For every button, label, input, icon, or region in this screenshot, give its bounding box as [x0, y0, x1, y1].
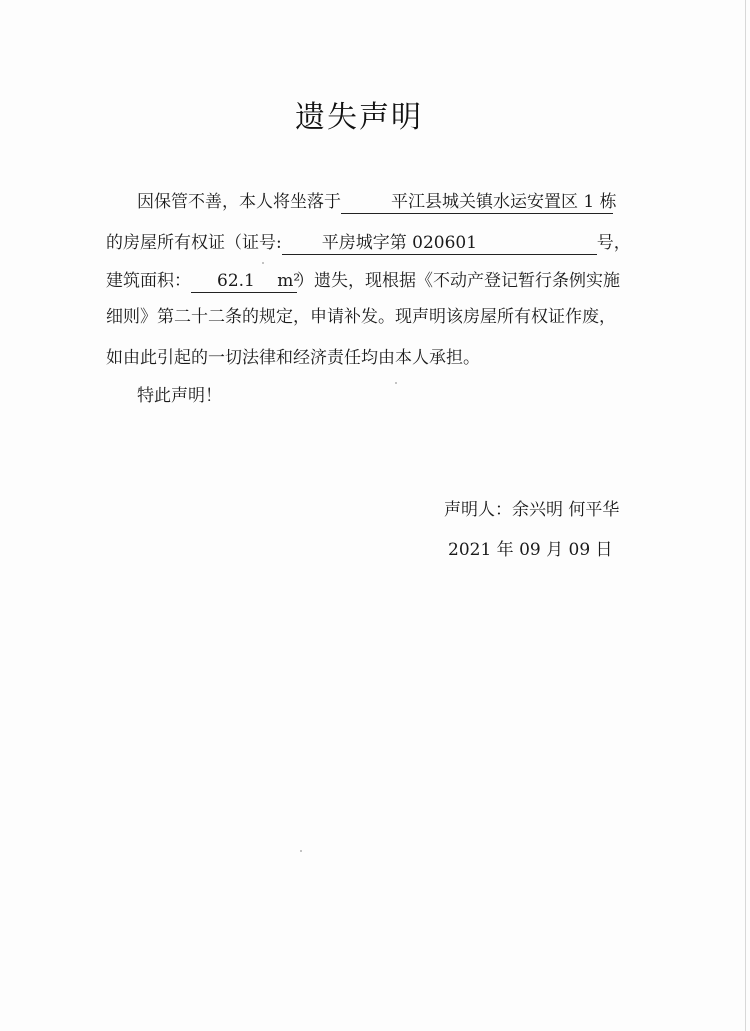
body-line-5: 如由此引起的一切法律和经济责任均由本人承担。	[106, 348, 480, 368]
body-line-1	[137, 187, 617, 214]
property-location: 平江县城关镇水运安置区 1 栋	[341, 193, 613, 214]
closing-line: 特此声明！	[137, 386, 222, 406]
page-edge	[745, 0, 746, 1031]
body-line-4: 细则》第二十二条的规定，申请补发。现声明该房屋所有权证作废，	[106, 307, 616, 327]
declaration-date: 2021 年 09 月 09 日	[448, 540, 613, 560]
line3-suffix: ）遗失，现根据《不动产登记暂行条例实施	[297, 271, 620, 291]
scan-speck	[300, 850, 302, 852]
declarant-signature: 声明人：余兴明 何平华	[444, 500, 620, 520]
body-line-3	[106, 266, 620, 293]
document-title: 遗失声明	[295, 100, 423, 135]
line2-prefix: 的房屋所有权证（证号:	[106, 233, 282, 253]
scan-speck	[395, 382, 397, 384]
body-line-2	[106, 228, 631, 255]
scan-speck	[262, 262, 264, 264]
line3-prefix: 建筑面积：	[106, 271, 191, 291]
certificate-number: 平房城字第 020601	[282, 234, 597, 255]
building-area: 62.1 m²	[191, 272, 297, 293]
line2-suffix: 号，	[596, 233, 631, 253]
line1-prefix: 因保管不善，本人将坐落于	[137, 192, 341, 212]
